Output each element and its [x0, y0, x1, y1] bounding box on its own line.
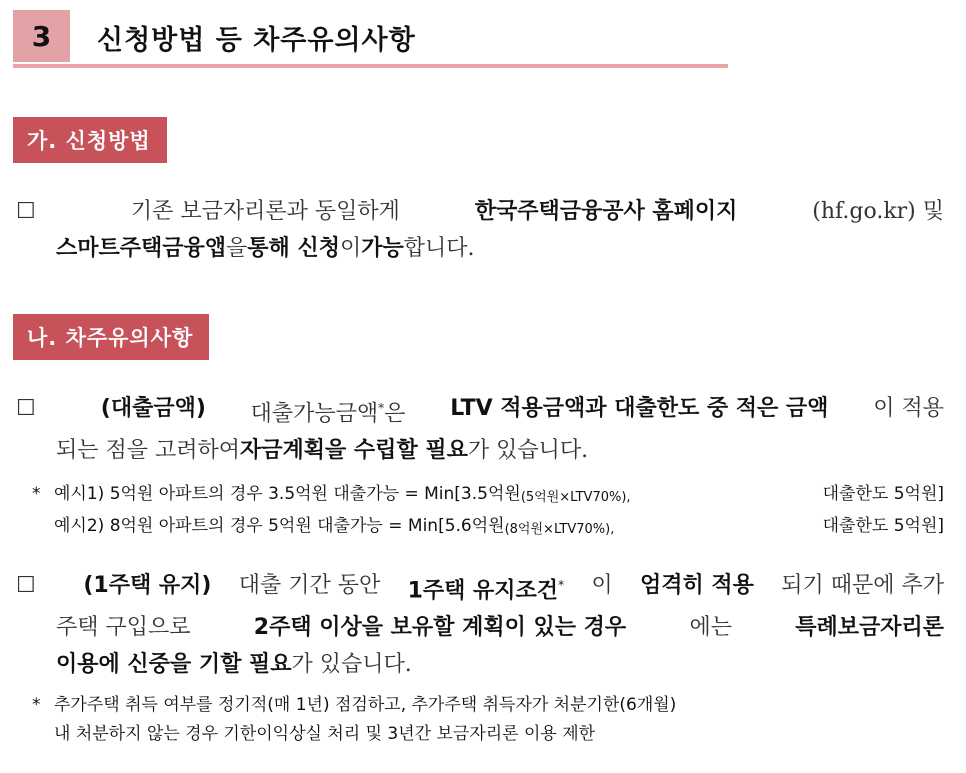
paragraph-one-house	[16, 567, 944, 683]
note-additional-house	[32, 691, 944, 749]
section-underline	[13, 64, 728, 68]
subheader-application-method: 가. 신청방법	[13, 117, 167, 163]
text: 대출가능금액*은	[250, 401, 406, 427]
paragraph-application	[16, 193, 944, 267]
text: 가 있습니다.	[467, 438, 589, 464]
paragraph-line	[16, 567, 944, 609]
footnote-marker: *	[378, 401, 385, 415]
text: 이	[339, 236, 362, 261]
text: 을	[226, 236, 248, 261]
text: 합니다.	[403, 236, 475, 261]
paragraph-line	[16, 432, 944, 469]
note-line	[32, 480, 944, 512]
bold-text: 1주택 유지조건*	[407, 578, 565, 604]
text: 기존 보금자리론과 동일하게	[130, 199, 400, 224]
text: 예시2) 8억원 아파트의 경우 5억원 대출가능 = Min[5.6억원	[54, 516, 505, 536]
section-header	[13, 10, 728, 68]
section-number: 3	[13, 10, 70, 62]
checkbox-bullet: ☐	[16, 199, 36, 224]
bold-text: 가능	[361, 236, 404, 261]
subheader-borrower-notes: 나. 차주유의사항	[13, 314, 209, 360]
text: (hf.go.kr) 및	[812, 199, 944, 224]
note-star: *	[32, 695, 41, 715]
text: 대출한도 5억원]	[822, 516, 944, 536]
bold-text: (대출금액)	[100, 396, 206, 421]
bold-text: 통해 신청	[247, 236, 340, 261]
bold-text: (1주택 유지)	[83, 573, 212, 598]
checkbox-bullet: ☐	[16, 573, 36, 598]
note-line	[32, 512, 944, 544]
text: 추가주택 취득 여부를 정기적(매 1년) 점검하고, 추가주택 취득자가 처분기한(6개월)	[54, 695, 677, 715]
text: 가 있습니다.	[291, 652, 412, 678]
note-line	[32, 720, 944, 749]
footnote-marker: *	[558, 578, 565, 592]
text: 대출 기간 동안	[238, 573, 381, 598]
bold-text: 이용에 신중을 기할 필요	[56, 652, 292, 678]
text: 되는 점을 고려하여	[56, 438, 241, 464]
section-title: 신청방법 등 차주유의사항	[97, 25, 416, 56]
paragraph-loan-amount	[16, 390, 944, 469]
small-text: (8억원×LTV70%),	[504, 522, 615, 537]
note-star: *	[32, 484, 41, 504]
bold-text: 특례보금자리론	[795, 615, 944, 641]
note-examples	[32, 480, 944, 544]
text: 예시1) 5억원 아파트의 경우 3.5억원 대출가능 = Min[3.5억원	[54, 484, 521, 504]
text: 이	[591, 573, 613, 598]
paragraph-line	[16, 646, 944, 683]
text: 내 처분하지 않는 경우 기한이익상실 처리 및 3년간 보금자리론 이용 제한	[54, 724, 596, 744]
text: 주택 구입으로	[56, 615, 191, 641]
bold-text: 엄격히 적용	[639, 573, 754, 598]
paragraph-line	[16, 390, 944, 432]
paragraph-line	[16, 230, 944, 267]
paragraph-line	[16, 193, 944, 230]
text: 대출한도 5억원]	[822, 484, 944, 504]
bold-text: LTV 적용금액과 대출한도 중 적은 금액	[450, 396, 829, 421]
bold-text: 자금계획을 수립할 필요	[240, 438, 468, 464]
bold-text: 한국주택금융공사 홈페이지	[474, 199, 738, 224]
text: 되기 때문에 추가	[781, 573, 944, 598]
small-text: (5억원×LTV70%),	[520, 490, 631, 505]
bold-text: 2주택 이상을 보유할 계획이 있는 경우	[253, 615, 627, 641]
paragraph-line	[16, 609, 944, 646]
checkbox-bullet: ☐	[16, 396, 36, 421]
note-line	[32, 691, 944, 720]
text: 이 적용	[873, 396, 944, 421]
text: 에는	[689, 615, 732, 641]
bold-text: 스마트주택금융앱	[56, 236, 227, 261]
